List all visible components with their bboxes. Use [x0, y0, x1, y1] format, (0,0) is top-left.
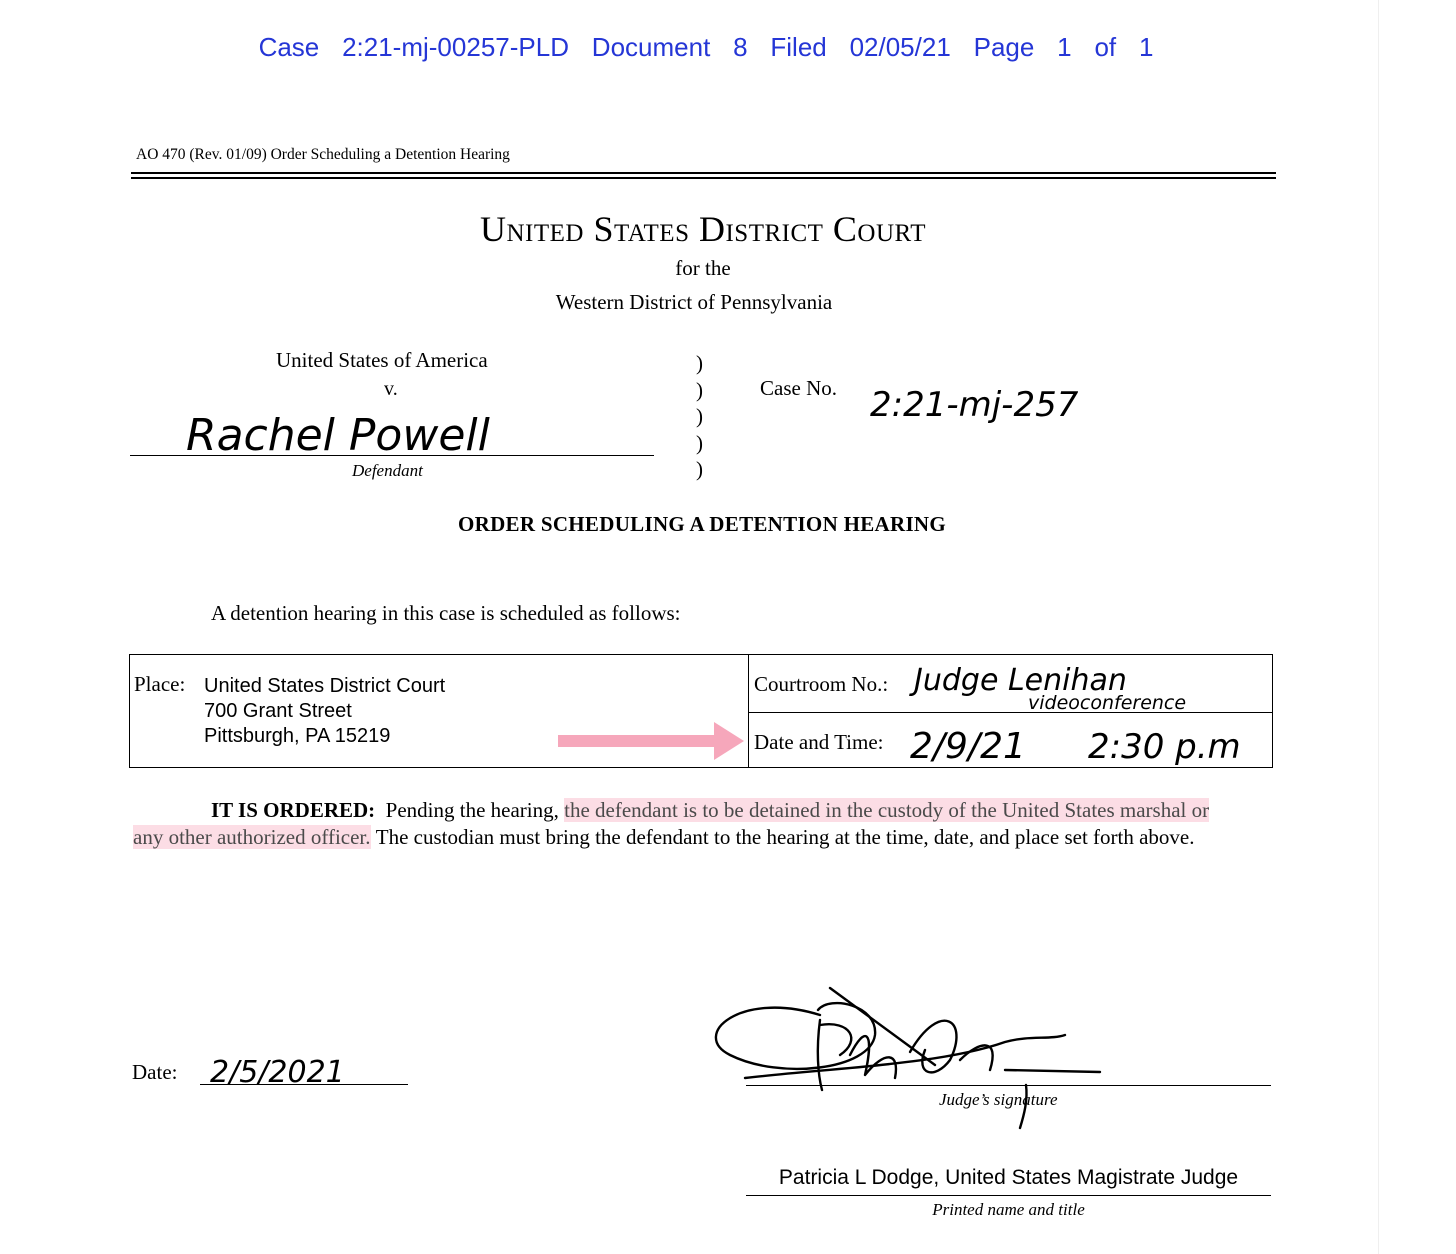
defendant-label: Defendant — [352, 461, 423, 480]
schedule-divider-vertical — [748, 654, 749, 768]
court-title: United States District Court — [479, 209, 926, 249]
intro-text: A detention hearing in this case is scheduled as follows: — [211, 601, 681, 625]
svg-text:2/5/2021: 2/5/2021 — [210, 1055, 345, 1090]
svg-text:2/9/21: 2/9/21 — [910, 726, 1026, 767]
defendant-handwritten — [180, 400, 500, 462]
plaintiff-name: United States of America — [276, 348, 488, 372]
courtroom-label: Courtroom No.: — [754, 672, 889, 696]
header-rule-bottom — [131, 177, 1276, 179]
date-line — [200, 1084, 408, 1085]
versus: v. — [384, 378, 398, 400]
form-id: AO 470 (Rev. 01/09) Order Scheduling a Detention Hearing — [136, 146, 510, 163]
courtroom-handwritten — [900, 656, 1272, 714]
svg-text:Rachel Powell: Rachel Powell — [186, 410, 490, 461]
ordered-highlighted: the defendant is to be detained in the custody of the United States marshal or any other authorized officer. — [133, 798, 1210, 849]
judge-name: Patricia L Dodge, United States Magistrate Judge — [778, 1166, 1239, 1189]
case-no-handwritten — [866, 376, 1136, 456]
ordered-post: The custodian must bring the defendant to the hearing at the time, date, and place set forth above. — [375, 825, 1195, 849]
place-label: Place: — [134, 672, 186, 696]
place-line-2: 700 Grant Street — [204, 700, 352, 722]
ordered-lead: IT IS ORDERED: — [211, 798, 376, 822]
signature-line — [746, 1085, 1271, 1086]
date-label: Date: — [132, 1060, 178, 1084]
datetime-label: Date and Time: — [754, 730, 884, 754]
name-line — [746, 1195, 1271, 1196]
case-header: Case 2:21-mj-00257-PLD Document 8 Filed 02/05/21 Page 1 of 1 — [258, 32, 1154, 62]
ordered-pre: Pending the hearing, — [385, 798, 559, 822]
place-address — [204, 674, 445, 749]
name-label: Printed name and title — [932, 1200, 1085, 1219]
datetime-handwritten — [900, 716, 1272, 768]
place-line-3: Pittsburgh, PA 15219 — [204, 725, 391, 747]
signature-label: Judge’s signature — [939, 1090, 1058, 1109]
header-rule-top — [131, 172, 1276, 174]
svg-text:2:30 p.m: 2:30 p.m — [1088, 727, 1241, 767]
defendant-line — [130, 455, 654, 456]
court-for-the: for the — [675, 256, 731, 280]
svg-text:2:21-mj-257: 2:21-mj-257 — [870, 385, 1079, 425]
order-title: ORDER SCHEDULING A DETENTION HEARING — [457, 512, 947, 536]
case-no-label: Case No. — [760, 376, 837, 400]
svg-text:Judge Lenihan: Judge Lenihan — [914, 663, 1127, 698]
arrow-icon — [558, 720, 744, 764]
caption-parentheses: ) ) ) ) ) — [696, 351, 703, 481]
court-district: Western District of Pennsylvania — [555, 290, 833, 314]
svg-text:videoconference: videoconference — [1028, 692, 1187, 714]
order-paragraph — [133, 797, 1233, 851]
place-line-1: United States District Court — [204, 675, 446, 697]
page-edge — [1378, 0, 1379, 1254]
